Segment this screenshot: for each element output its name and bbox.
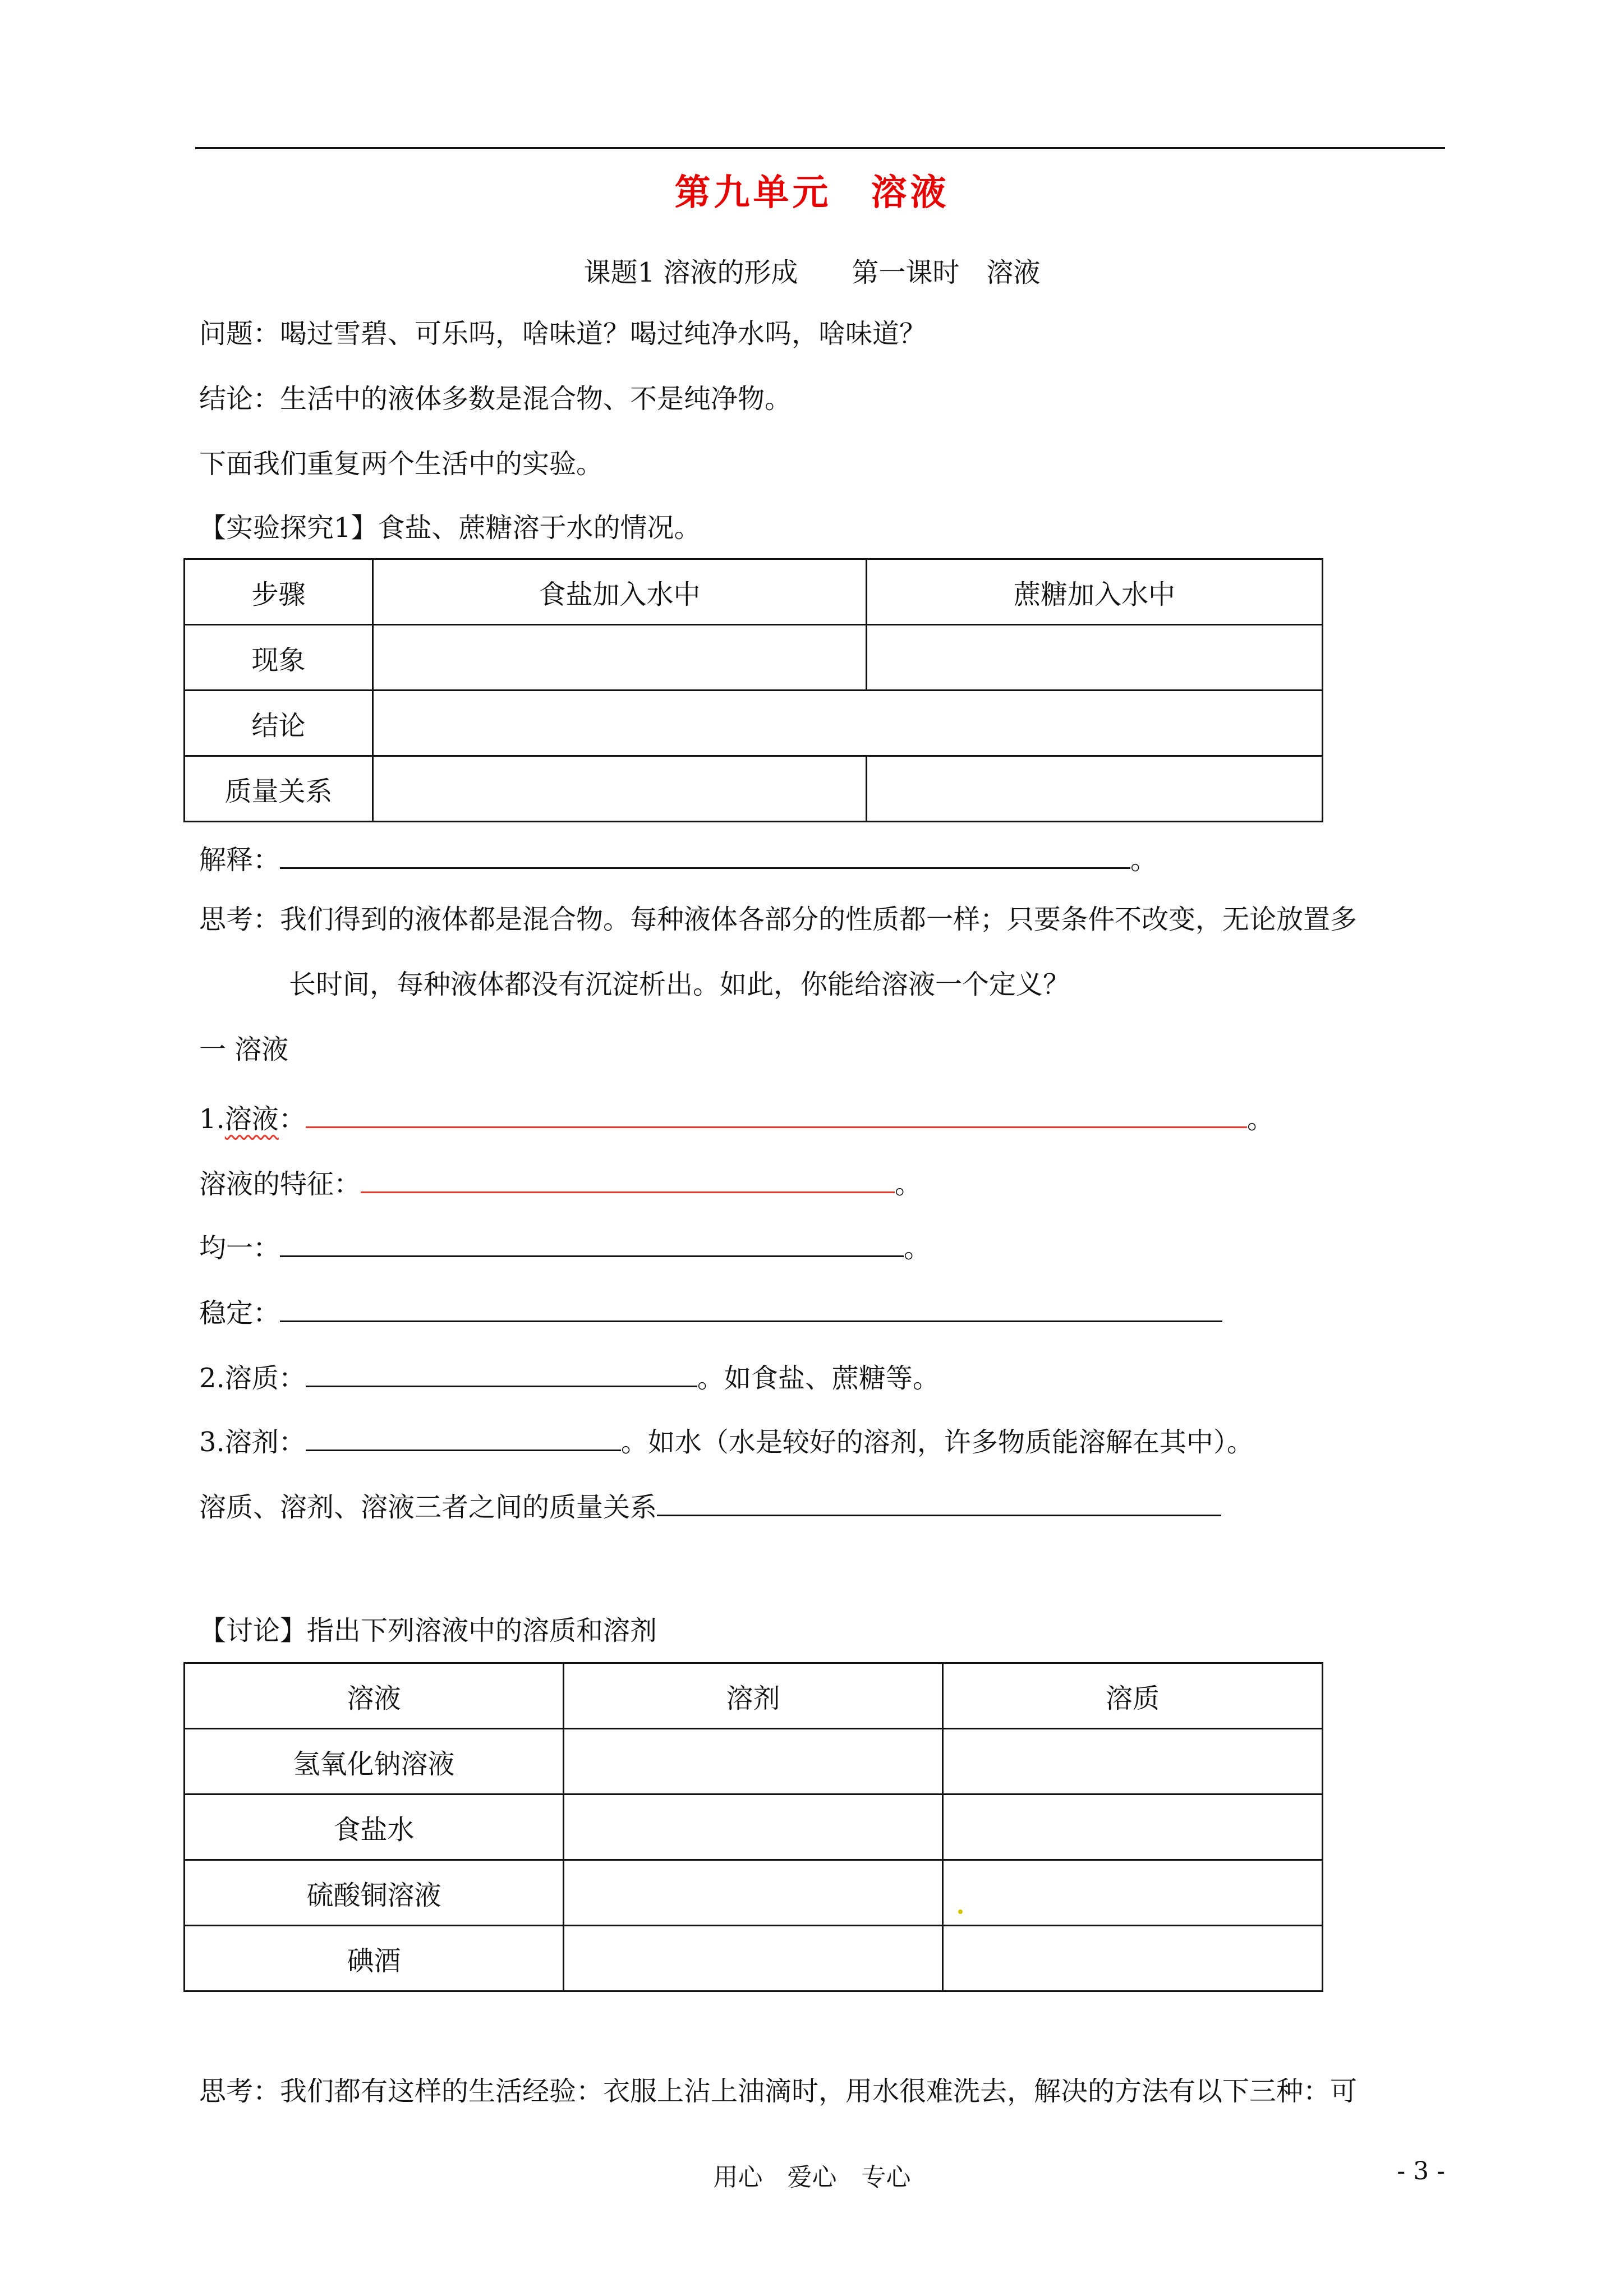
period: 。 <box>1130 844 1158 876</box>
period: 。 <box>904 1232 931 1264</box>
stable-label: 稳定： <box>199 1297 280 1329</box>
solvent-label: 3.溶剂： <box>199 1427 306 1458</box>
intro-transition: 下面我们重复两个生活中的实验。 <box>199 448 604 480</box>
period: 。 <box>1246 1103 1274 1135</box>
colon: ： <box>278 1103 306 1135</box>
experiment-table <box>183 558 1323 822</box>
answer-cell[interactable] <box>867 625 1323 691</box>
explain-line <box>199 836 1157 880</box>
answer-cell[interactable] <box>943 1860 1323 1926</box>
mass-relation-blank[interactable] <box>657 1483 1221 1516</box>
think-line-3: 思考：我们都有这样的生活经验：衣服上沾上油滴时，用水很难洗去，解决的方法有以下三种：可 <box>199 2076 1358 2107</box>
row-label: 现象 <box>185 625 373 691</box>
item-number: 1. <box>199 1103 225 1135</box>
stable-line <box>199 1289 1222 1333</box>
answer-cell[interactable] <box>564 1795 943 1860</box>
discussion-title: 【讨论】指出下列溶液中的溶质和溶剂 <box>199 1615 657 1646</box>
uniform-line <box>199 1224 931 1268</box>
think-line-2: 长时间，每种液体都没有沉淀析出。如此，你能给溶液一个定义？ <box>289 969 1070 1000</box>
table-header-cell: 溶液 <box>185 1663 564 1729</box>
row-label: 硫酸铜溶液 <box>185 1860 564 1926</box>
intro-question: 问题：喝过雪碧、可乐吗，啥味道？喝过纯净水吗，啥味道？ <box>199 318 927 349</box>
answer-cell[interactable] <box>943 1795 1323 1860</box>
answer-cell[interactable] <box>373 756 867 822</box>
row-label: 氢氧化钠溶液 <box>185 1729 564 1795</box>
definition-blank[interactable] <box>306 1095 1247 1128</box>
solute-blank[interactable] <box>306 1354 697 1387</box>
page-title: 第九单元 溶液 <box>674 172 950 214</box>
explain-label: 解释： <box>199 844 280 876</box>
answer-cell[interactable] <box>867 756 1323 822</box>
section-heading: 一 溶液 <box>199 1034 289 1065</box>
solvent-example: 。如水（水是较好的溶剂，许多物质能溶解在其中）。 <box>620 1427 1254 1458</box>
solution-term: 溶液 <box>224 1103 279 1135</box>
page-number: - 3 - <box>1397 2157 1445 2185</box>
header-rule <box>195 147 1445 149</box>
mass-relation-label: 溶质、溶剂、溶液三者之间的质量关系 <box>199 1492 657 1523</box>
feature-line <box>199 1160 922 1204</box>
solute-example: 。如食盐、蔗糖等。 <box>697 1363 940 1394</box>
stable-blank[interactable] <box>280 1289 1222 1322</box>
explain-blank[interactable] <box>280 836 1130 869</box>
feature-blank[interactable] <box>361 1160 895 1193</box>
row-label: 质量关系 <box>185 756 373 822</box>
table-header-cell: 溶质 <box>943 1663 1323 1729</box>
table-header-cell: 溶剂 <box>564 1663 943 1729</box>
experiment-title: 【实验探究1】食盐、蔗糖溶于水的情况。 <box>199 512 701 544</box>
answer-cell[interactable] <box>943 1729 1323 1795</box>
period: 。 <box>895 1168 922 1200</box>
answer-cell[interactable] <box>943 1926 1323 1991</box>
row-label: 食盐水 <box>185 1795 564 1860</box>
table-header-cell: 步骤 <box>185 559 373 625</box>
solute-line <box>199 1354 940 1398</box>
solvent-blank[interactable] <box>306 1418 621 1451</box>
discussion-table <box>183 1662 1323 1992</box>
table-header-cell: 蔗糖加入水中 <box>867 559 1323 625</box>
mass-relation-line <box>199 1483 1221 1527</box>
intro-conclusion: 结论：生活中的液体多数是混合物、不是纯净物。 <box>199 383 792 415</box>
solute-label: 2.溶质： <box>199 1363 306 1394</box>
row-label: 结论 <box>185 691 373 756</box>
lesson-subtitle: 课题1 溶液的形成 第一课时 溶液 <box>583 257 1041 288</box>
answer-cell[interactable] <box>564 1729 943 1795</box>
answer-cell[interactable] <box>373 691 1323 756</box>
feature-label: 溶液的特征： <box>199 1168 361 1200</box>
answer-cell[interactable] <box>373 625 867 691</box>
uniform-blank[interactable] <box>280 1224 904 1257</box>
answer-cell[interactable] <box>564 1926 943 1991</box>
footer-motto: 用心 爱心 专心 <box>713 2163 911 2192</box>
row-label: 碘酒 <box>185 1926 564 1991</box>
think-line-1: 思考：我们得到的液体都是混合物。每种液体各部分的性质都一样；只要条件不改变，无论放置多 <box>199 904 1358 935</box>
table-header-cell: 食盐加入水中 <box>373 559 867 625</box>
solvent-line <box>199 1418 1254 1462</box>
solution-definition-line <box>199 1095 1274 1139</box>
stray-dot <box>958 1910 963 1914</box>
uniform-label: 均一： <box>199 1232 280 1264</box>
answer-cell[interactable] <box>564 1860 943 1926</box>
